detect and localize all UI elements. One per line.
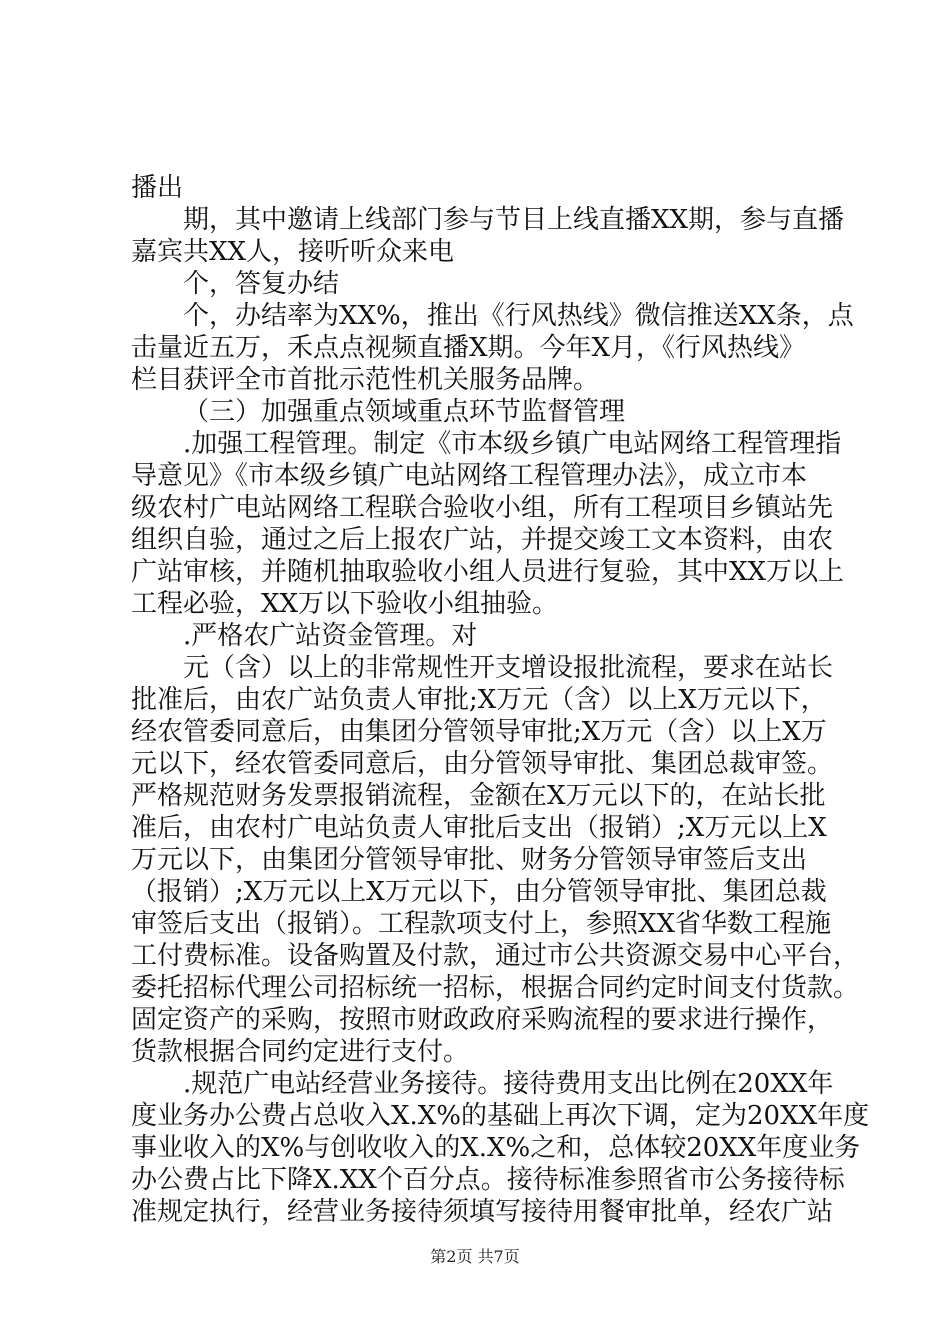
text-line: 审签后支出（报销）。工程款项支付上，参照XX省华数工程施 <box>131 909 832 939</box>
text-line: 准规定执行，经营业务接待须填写接待用餐审批单，经农广站 <box>131 1197 834 1227</box>
text-line: 货款根据合同约定进行支付。 <box>131 1037 470 1067</box>
text-line: 委托招标代理公司招标统一招标，根据合同约定时间支付货款。 <box>131 973 860 1003</box>
text-line: 工程必验，XX万以下验收小组抽验。 <box>131 589 559 619</box>
text-line: 栏目获评全市首批示范性机关服务品牌。 <box>131 365 600 395</box>
text-line: 办公费占比下降X.XX个百分点。接待标准参照省市公务接待标 <box>131 1165 845 1195</box>
text-line: 度业务办公费占总收入X.X%的基础上再次下调，定为20XX年度 <box>131 1101 870 1131</box>
text-line: 导意见》《市本级乡镇广电站网络工程管理办法》，成立市本 <box>131 461 808 491</box>
text-line: 万元以下，由集团分管领导审批、财务分管领导审签后支出 <box>131 845 808 875</box>
text-line: 批准后，由农广站负责人审批;X万元（含）以上X万元以下， <box>131 685 827 715</box>
text-line: 经农管委同意后，由集团分管领导审批;X万元（含）以上X万 <box>131 717 827 747</box>
text-line: 元（含）以上的非常规性开支增设报批流程，要求在站长 <box>183 653 834 683</box>
text-line: 嘉宾共XX人，接听听众来电 <box>131 237 455 267</box>
text-line: 工付费标准。设备购置及付款，通过市公共资源交易中心平台， <box>131 941 860 971</box>
text-line: 严格规范财务发票报销流程，金额在X万元以下的，在站长批 <box>131 781 826 811</box>
text-line: .规范广电站经营业务接待。接待费用支出比例在20XX年 <box>183 1069 834 1099</box>
text-line: .加强工程管理。制定《市本级乡镇广电站网络工程管理指 <box>183 429 842 459</box>
text-line: 元以下，经农管委同意后，由分管领导审批、集团总裁审签。 <box>131 749 834 779</box>
text-line: 广站审核，并随机抽取验收小组人员进行复验，其中XX万以上 <box>131 557 845 587</box>
text-line: 个，答复办结 <box>183 269 340 299</box>
text-line: 准后，由农村广电站负责人审批后支出（报销）;X万元以上X <box>131 813 827 843</box>
text-line: 固定资产的采购，按照市财政政府采购流程的要求进行操作， <box>131 1005 834 1035</box>
text-line: 组织自验，通过之后上报农广站，并提交竣工文本资料，由农 <box>131 525 834 555</box>
text-line: 播出 <box>131 173 184 203</box>
body-text <box>131 172 870 1228</box>
text-line: （报销）;X万元以上X万元以下，由分管领导审批、集团总裁 <box>131 877 827 907</box>
page-footer: 第2页 共7页 <box>430 1247 520 1266</box>
text-line: 个，办结率为XX%，推出《行风热线》微信推送XX条，点 <box>183 301 854 331</box>
text-line: 期，其中邀请上线部门参与节目上线直播XX期，参与直播 <box>183 205 845 235</box>
text-line: 事业收入的X%与创收收入的X.X%之和，总体较20XX年度业务 <box>131 1133 861 1163</box>
text-line: .严格农广站资金管理。对 <box>183 621 478 651</box>
text-line: 击量近五万，禾点点视频直播X期。今年X月，《行风热线》 <box>131 333 806 363</box>
text-line: 级农村广电站网络工程联合验收小组，所有工程项目乡镇站先 <box>131 493 834 523</box>
text-line: （三）加强重点领域重点环节监督管理 <box>183 397 626 427</box>
